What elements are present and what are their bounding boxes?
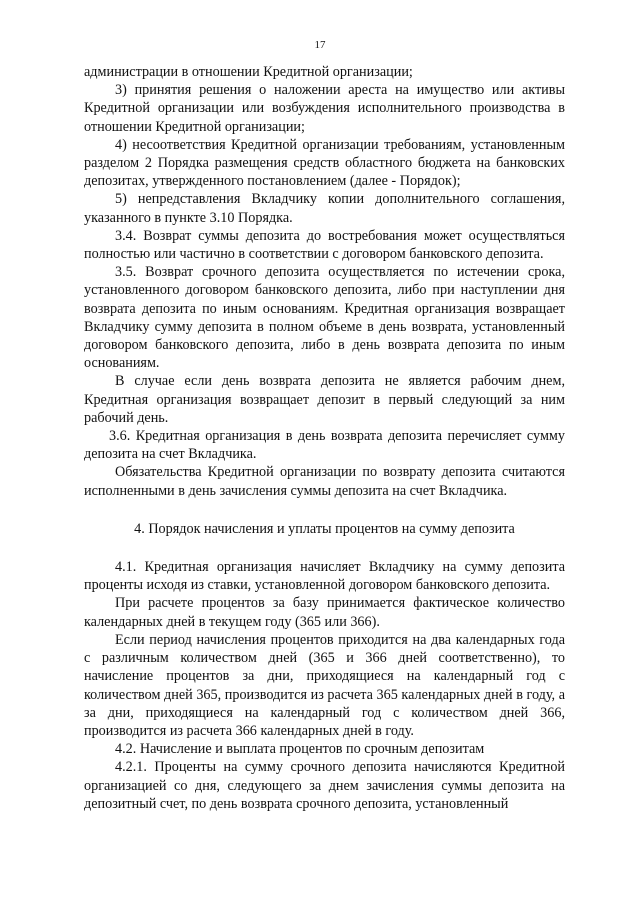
paragraph: 3) принятия решения о наложении ареста на имущество или активы Кредитной организации или возбуждения исполнительного производства в отношении Кредитной организации; xyxy=(84,82,565,135)
paragraph: 4) несоответствия Кредитной организации требованиям, установленным разделом 2 Порядка размещения средств областного бюджета на банковских депозитах, утвержденного постановлением (далее - Порядок); xyxy=(84,136,565,190)
page-number: 17 xyxy=(314,39,326,51)
paragraph: 4.2.1. Проценты на сумму срочного депозита начисляются Кредитной организацией со дня, следующего за днем зачисления суммы депозита на депозитный счет, по день возврата срочного депозита, установленный xyxy=(84,759,565,812)
document-body xyxy=(84,63,565,813)
paragraph: В случае если день возврата депозита не является рабочим днем, Кредитная организация возвращает депозит в первый следующий за ним рабочий день. xyxy=(84,373,565,426)
paragraph: администрации в отношении Кредитной организации; xyxy=(84,64,413,80)
paragraph: Обязательства Кредитной организации по возврату депозита считаются исполненными в день зачисления суммы депозита на счет Вкладчика. xyxy=(84,464,565,499)
paragraph: 3.5. Возврат срочного депозита осуществляется по истечении срока, установленного договором банковского депозита, либо при наступлении дня возврата депозита по иным основаниям. Кредитная организация возвращает Вкладчику сумму депозита в полном объеме в день возврата, установленный договором банковского депозита, либо в день возврата депозита по иным основаниям. xyxy=(84,264,565,372)
subsection-heading: 4.2. Начисление и выплата процентов по срочным депозитам xyxy=(115,741,485,758)
paragraph: 4.1. Кредитная организация начисляет Вкладчику на сумму депозита проценты исходя из ставки, установленной договором банковского депозита. xyxy=(84,559,565,594)
section-heading: 4. Порядок начисления и уплаты процентов на сумму депозита xyxy=(134,520,515,537)
paragraph: При расчете процентов за базу принимается фактическое количество календарных дней в текущем году (365 или 366). xyxy=(84,595,565,630)
paragraph: 3.6. Кредитная организация в день возврата депозита перечисляет сумму депозита на счет Вкладчика. xyxy=(84,428,565,463)
paragraph: Если период начисления процентов приходится на два календарных года с различным количеством дней (365 и 366 дней соответственно), то начисление процентов за дни, приходящиеся на календарный год с количеством дней 365, производится из расчета 365 календарных дней в году, а за дни, приходящиеся на календарный год с количеством дней 366, производится из расчета 366 календарных дней в году. xyxy=(84,631,565,739)
paragraph: 5) непредставления Вкладчику копии дополнительного соглашения, указанного в пункте 3.10 Порядка. xyxy=(84,191,565,226)
paragraph: 3.4. Возврат суммы депозита до востребования может осуществляться полностью или частично в соответствии с договором банковского депозита. xyxy=(84,227,565,263)
